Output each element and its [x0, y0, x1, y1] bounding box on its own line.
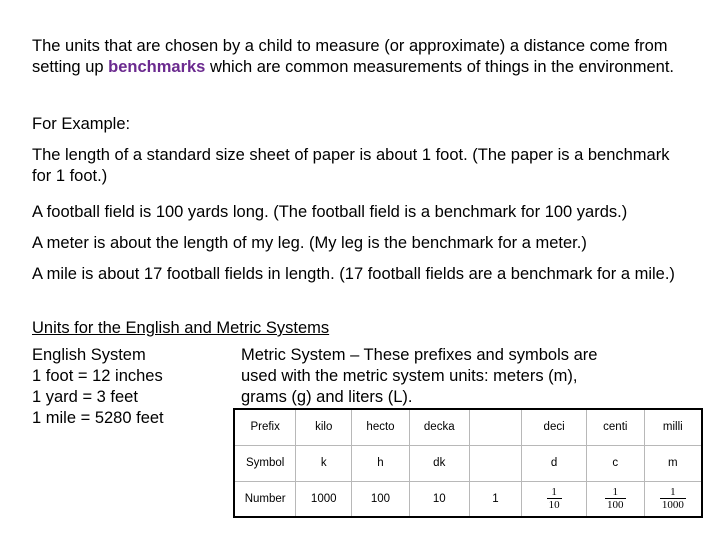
fraction-denominator: 100 [607, 498, 624, 511]
table-cell: milli [644, 409, 702, 445]
fraction-one-hundredth [605, 487, 626, 511]
metric-system [241, 345, 701, 408]
benchmarks-term: benchmarks [108, 58, 206, 76]
intro-text-start: The units that are chosen by a child to measure (or approximate) a distance come from setting up [32, 37, 668, 76]
table-cell: Symbol [234, 445, 296, 481]
table-cell [522, 481, 587, 517]
table-cell: Prefix [234, 409, 296, 445]
metric-prefix-table [233, 408, 703, 518]
example-paper: The length of a standard size sheet of paper is about 1 foot. (The paper is a benchmark for 1 foot.) [32, 146, 670, 185]
table-cell [644, 481, 702, 517]
english-fact-yard: 1 yard = 3 feet [32, 388, 138, 406]
table-cell: d [522, 445, 587, 481]
units-heading: Units for the English and Metric Systems [32, 319, 330, 337]
table-cell: deci [522, 409, 587, 445]
intro-text-end: which are common measurements of things in the environment. [205, 58, 674, 76]
english-system [32, 345, 232, 429]
table-cell: c [586, 445, 644, 481]
table-cell: 10 [409, 481, 469, 517]
table-cell: hecto [352, 409, 410, 445]
prefix-row [234, 409, 702, 445]
table-cell: 100 [352, 481, 410, 517]
english-fact-foot: 1 foot = 12 inches [32, 367, 163, 385]
table-cell: decka [409, 409, 469, 445]
fraction-one-thousandth [660, 487, 686, 511]
example-mile: A mile is about 17 football fields in length. (17 football fields are a benchmark for a mile.) [32, 265, 675, 283]
table-cell: h [352, 445, 410, 481]
table-cell: Number [234, 481, 296, 517]
table-cell [469, 409, 522, 445]
metric-line-3: grams (g) and liters (L). [241, 388, 413, 406]
english-fact-mile: 1 mile = 5280 feet [32, 409, 164, 427]
table-cell [586, 481, 644, 517]
table-cell: centi [586, 409, 644, 445]
table-cell: 1000 [296, 481, 352, 517]
table-cell: dk [409, 445, 469, 481]
intro-paragraph [32, 36, 692, 78]
number-row [234, 481, 702, 517]
table-cell [469, 445, 522, 481]
table-cell: k [296, 445, 352, 481]
example-meter: A meter is about the length of my leg. (My leg is the benchmark for a meter.) [32, 234, 587, 252]
fraction-denominator: 1000 [661, 498, 684, 511]
english-system-title: English System [32, 346, 146, 364]
metric-line-2: used with the metric system units: meters (m), [241, 367, 578, 385]
fraction-denominator: 10 [548, 498, 560, 511]
table-cell: m [644, 445, 702, 481]
table-cell: 1 [469, 481, 522, 517]
for-example-label: For Example: [32, 115, 131, 133]
table-cell: kilo [296, 409, 352, 445]
symbol-row [234, 445, 702, 481]
fraction-numerator: 1 [551, 485, 557, 498]
fraction-one-tenth [547, 487, 562, 511]
example-football-field: A football field is 100 yards long. (The football field is a benchmark for 100 yards.) [32, 203, 628, 221]
fraction-numerator: 1 [612, 485, 619, 498]
metric-line-1: Metric System – These prefixes and symbols are [241, 346, 598, 364]
fraction-numerator: 1 [670, 485, 676, 498]
